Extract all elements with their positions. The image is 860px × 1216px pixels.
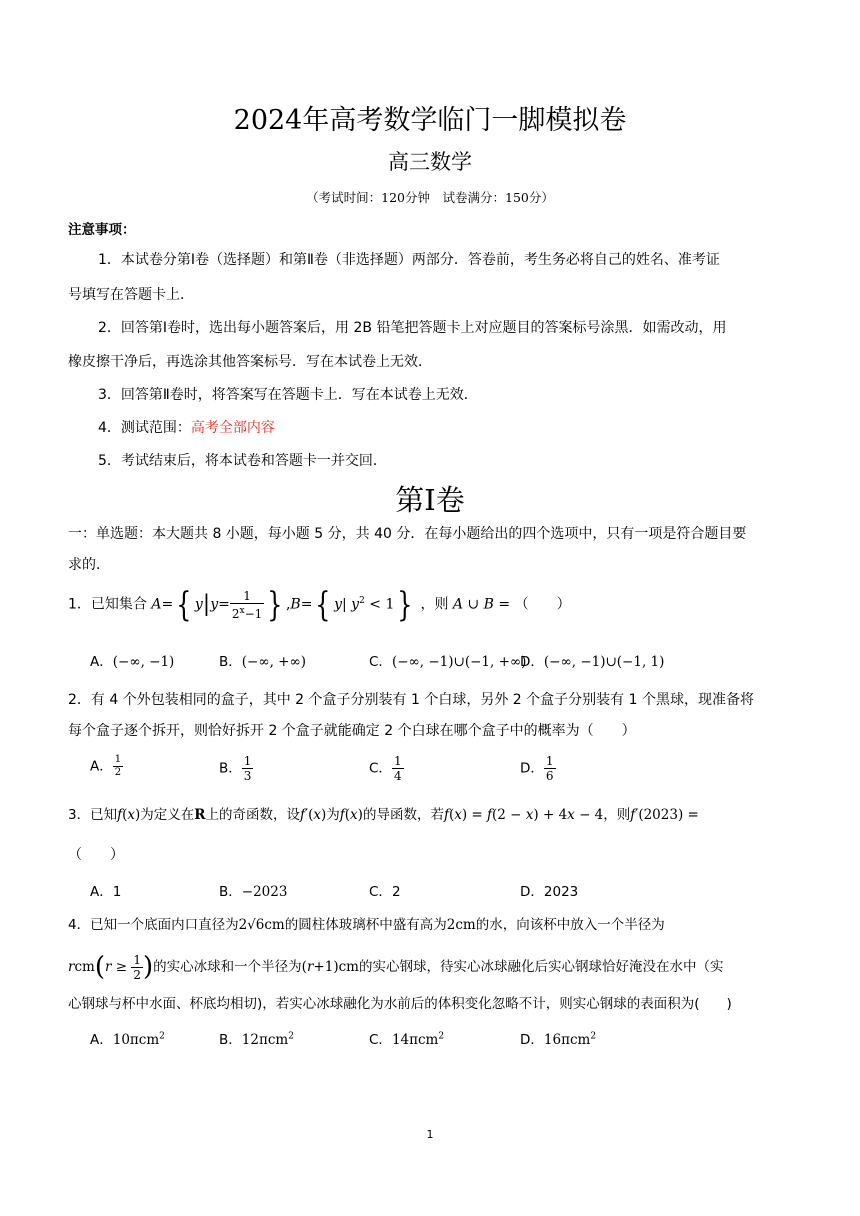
q3-option-a-value: 1 [112, 884, 122, 900]
q1-option-a: A．(−∞, −1) [90, 654, 175, 670]
q4-text-2a: 的实心冰球和一个半径为 [153, 959, 302, 975]
exam-subtitle: 高三数学 [388, 150, 472, 174]
q4-option-b: B．12πcm$^2$ [219, 1031, 294, 1048]
exam-time-info: （考试时间：120分钟 试卷满分：150分） [306, 190, 554, 205]
q3-text-1: 为定义在 [140, 807, 195, 823]
notice-item-4-prefix: 4．测试范围： [98, 420, 191, 436]
q3-option-b-label: B． [219, 884, 242, 900]
q3-option-c [369, 880, 401, 900]
exam-title: 2024年高考数学临门一脚模拟卷 [233, 105, 627, 136]
q1-option-d-label: D． [520, 654, 544, 670]
question-4-line-1: 4．已知一个底面内口直径为2√6cm的圆柱体玻璃杯中盛有高为2cm的水，向该杯中放入一个半径为 [68, 917, 665, 933]
q3-text-4: 的导函数，若 [362, 807, 444, 823]
q1-option-a-label: A． [90, 654, 113, 670]
q1-tail: （ ） [514, 596, 571, 613]
q2-option-b-label: B． [219, 760, 242, 777]
notice-item-5: 5．考试结束后，将本试卷和答题卡一并交回． [98, 453, 387, 469]
notice-item-2-line-2: 橡皮擦干净后，再选涂其他答案标号．写在本试卷上无效． [68, 354, 432, 370]
q3-option-b-value: −2023 [241, 884, 288, 900]
question-2-line-1: 2．有 4 个外包装相同的盒子，其中 2 个盒子分别装有 1 个白球，另外 2 个盒子分别装有 1 个黑球，现准备将 [68, 692, 754, 708]
q4-text-1b: 的圆柱体玻璃杯中盛有高为 [284, 917, 447, 933]
question-4-line-3: 心钢球与杯中水面、杯底均相切)，若实心冰球融化为水前后的体积变化忽略不计，则实心钢球的表面积为( ) [68, 996, 732, 1012]
q1-option-d: D．(−∞, −1)∪(−1, 1) [520, 654, 665, 670]
q1-option-b-label: B． [219, 654, 242, 670]
q4-text-2b: 的实心钢球，待实心冰球融化后实心钢球恰好淹没在水中（实 [358, 959, 724, 975]
q2-option-c: C． $\frac{1}{4}$ [369, 754, 402, 783]
q2-option-b: B． $\frac{1}{3}$ [219, 754, 252, 783]
q2-option-d-label: D． [520, 760, 544, 777]
q4-option-c-label: C． [369, 1032, 392, 1048]
q4-option-d: D．16πcm$^2$ [520, 1031, 597, 1048]
q3-option-a-label: A． [90, 884, 113, 900]
notice-item-1-line-2: 号填写在答题卡上． [68, 287, 194, 303]
q2-option-c-label: C． [369, 760, 392, 777]
q1-suffix: ，则 [420, 596, 449, 613]
q1-math-set-a: A [151, 596, 162, 613]
question-1: 1．已知集合 A={ y|y= $\frac{1}{2^x-1}$ } ,B={ y| $y^2 < 1$} ，则 A ∪ B = （ ） [68, 584, 571, 625]
q4-option-a: A．10πcm$^2$ [90, 1031, 165, 1048]
q1-option-b: B．(−∞, +∞) [219, 654, 306, 670]
section-intro-line-2: 求的． [68, 557, 110, 573]
question-2-line-2: 每个盒子逐个拆开，则恰好拆开 2 个盒子就能确定 2 个白球在哪个盒子中的概率为（ ） [68, 723, 636, 739]
q4-option-d-label: D． [520, 1032, 544, 1048]
q3-option-a [90, 880, 121, 900]
q3-option-c-label: C． [369, 884, 392, 900]
q1-option-c-label: C． [369, 654, 392, 670]
question-3-line-2: （ ） [68, 847, 124, 863]
section-intro-line-1: 一：单选题：本大题共 8 小题，每小题 5 分，共 40 分．在每小题给出的四个选项中，只有一项是符合题目要 [68, 526, 747, 542]
q4-text-1c: 的水，向该杯中放入一个半径为 [475, 917, 665, 933]
q2-option-a-label: A． [90, 758, 113, 775]
q2-option-d: D． $\frac{1}{6}$ [520, 754, 554, 783]
question-4-line-2: rcm(r ≥ $\frac{1}{2}$ )的实心冰球和一个半径为(r+1)cm的实心钢球，待实心冰球融化后实心钢球恰好淹没在水中（实 [68, 952, 724, 982]
q3-real-set: R [194, 807, 206, 823]
q1-prefix: 1．已知集合 [68, 596, 147, 613]
notice-item-4 [98, 418, 275, 438]
notice-item-1-line-1: 1．本试卷分第Ⅰ卷（选择题）和第Ⅱ卷（非选择题）两部分．答卷前，考生务必将自己的姓名、准考证 [98, 252, 720, 268]
q3-text-3: 为 [326, 807, 340, 823]
notice-item-3: 3．回答第Ⅱ卷时，将答案写在答题卡上．写在本试卷上无效． [98, 387, 478, 403]
q3-option-d-label: D． [520, 884, 544, 900]
notice-item-2-line-1: 2．回答第Ⅰ卷时，选出每小题答案后，用 2B 铅笔把答题卡上对应题目的答案标号涂黑．如需改动，用 [98, 320, 727, 336]
q3-option-d-value: 2023 [543, 884, 579, 900]
q3-prefix: 3．已知 [68, 807, 118, 823]
q3-option-d [520, 880, 578, 900]
q3-text-2: 上的奇函数，设 [205, 807, 301, 823]
page-number: 1 [426, 1128, 434, 1141]
question-3-line-1: 3．已知f(x)为定义在R上的奇函数，设f′(x)为f(x)的导函数，若f(x) = f(2 − x) + 4x − 4，则f′(2023) = [68, 807, 699, 823]
section-title: 第Ⅰ卷 [395, 483, 465, 517]
notice-heading: 注意事项： [68, 222, 136, 238]
notice-item-4-range: 高考全部内容 [190, 420, 275, 436]
q1-math-union: A [452, 596, 464, 613]
q4-option-b-label: B． [219, 1032, 242, 1048]
q3-option-c-value: 2 [391, 884, 401, 900]
q4-text-1a: 4．已知一个底面内口直径为 [68, 917, 239, 933]
q3-text-5: ，则 [603, 807, 631, 823]
q3-option-b [219, 880, 287, 900]
q4-option-a-label: A． [90, 1032, 113, 1048]
q2-option-a: A． $\frac{1}{2}$ [90, 754, 122, 778]
q1-option-c: C．(−∞, −1)∪(−1, +∞) [369, 654, 527, 670]
q4-option-c: C．14πcm$^2$ [369, 1031, 445, 1048]
